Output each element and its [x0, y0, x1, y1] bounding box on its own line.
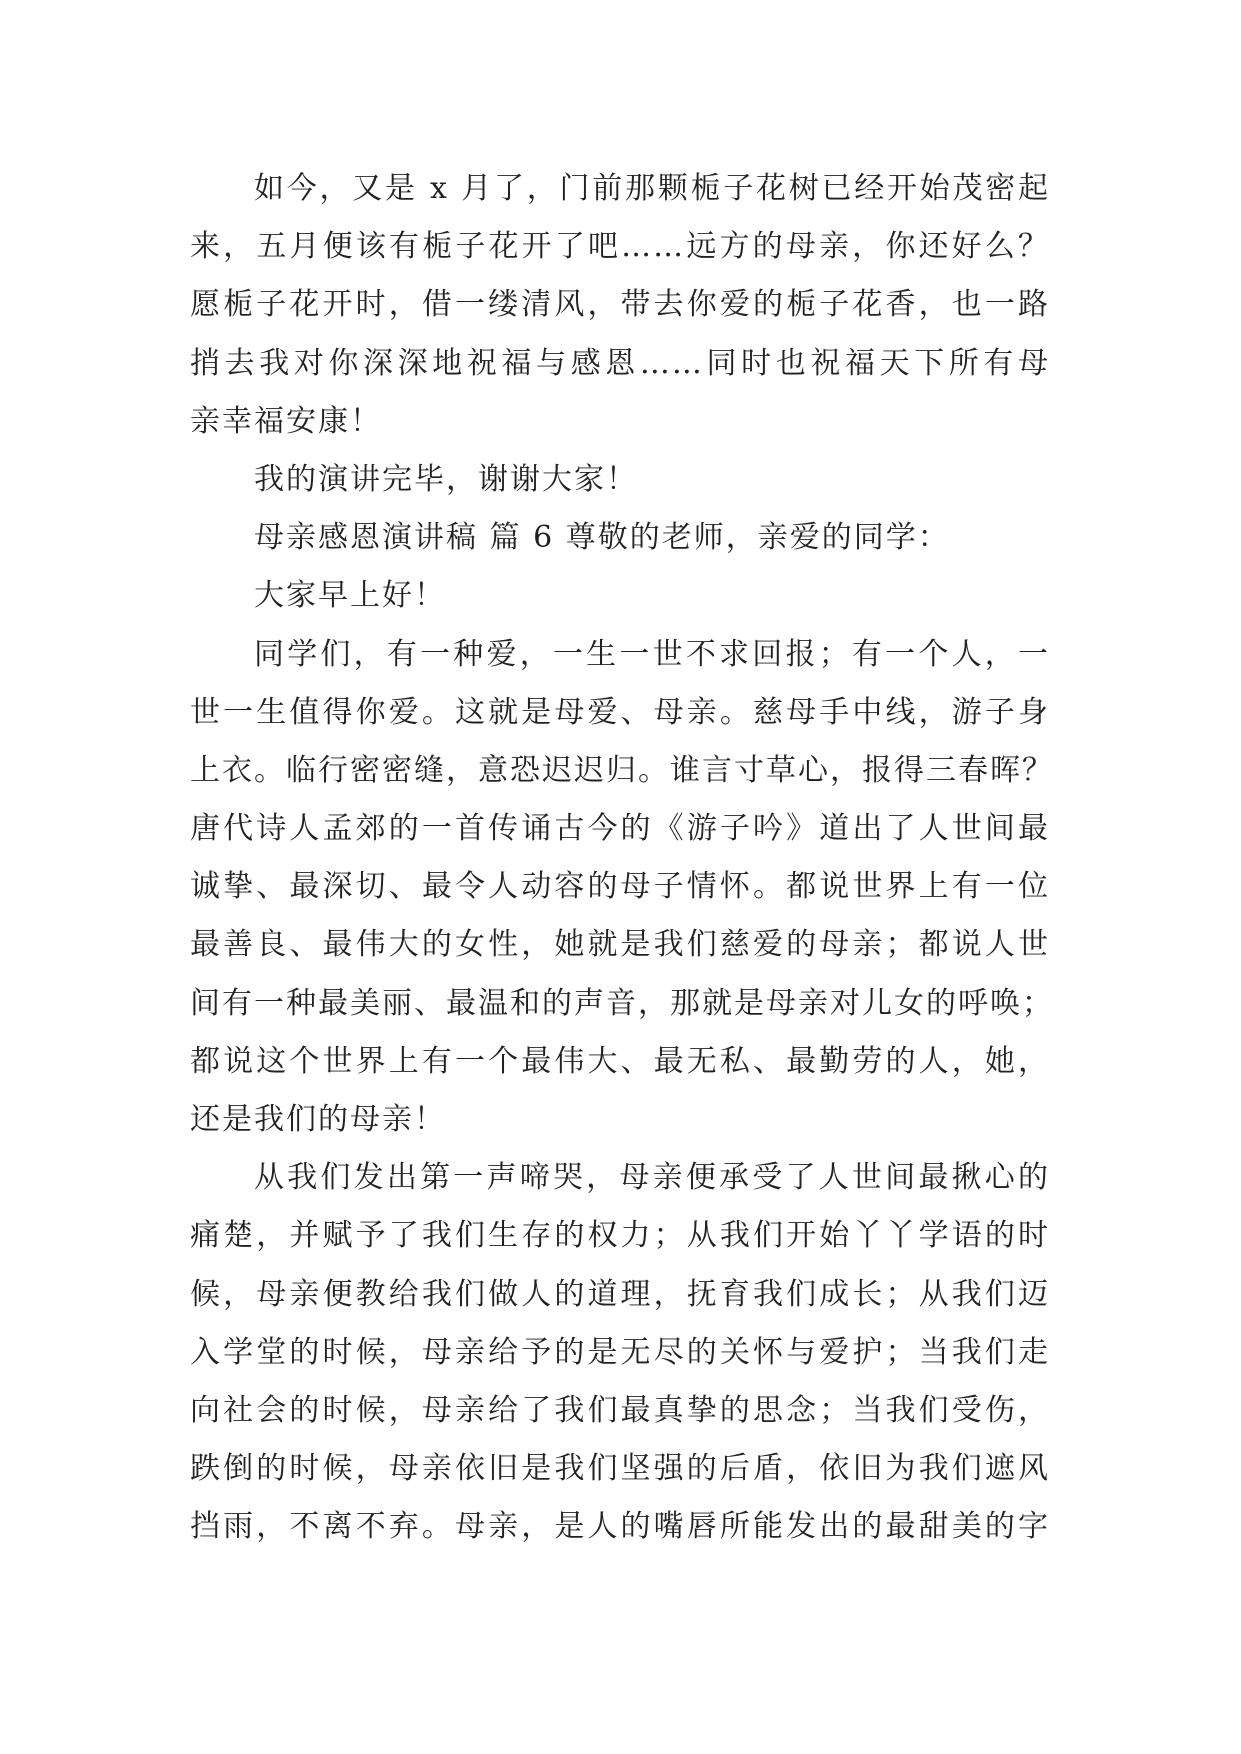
text-line: 挡雨，不离不弃。母亲，是人的嘴唇所能发出的最甜美的字	[190, 1509, 1050, 1545]
text-line: 来，五月便该有栀子花开了吧……远方的母亲，你还好么？	[190, 229, 1050, 265]
text-line: 诚挚、最深切、最令人动容的母子情怀。都说世界上有一位	[190, 869, 1050, 905]
text-line: 都说这个世界上有一个最伟大、最无私、最勤劳的人，她，	[190, 1043, 1050, 1079]
text-line: 世一生值得你爱。这就是母爱、母亲。慈母手中线，游子身	[190, 694, 1050, 730]
text-line: 从我们发出第一声啼哭，母亲便承受了人世间最揪心的	[254, 1160, 1050, 1196]
text-line: 上衣。临行密密缝，意恐迟迟归。谁言寸草心，报得三春晖？	[190, 752, 1054, 788]
text-line: 大家早上好！	[254, 578, 446, 614]
text-line: 痛楚，并赋予了我们生存的权力；从我们开始丫丫学语的时	[190, 1218, 1050, 1254]
text-line: 候，母亲便教给我们做人的道理，抚育我们成长；从我们迈	[190, 1276, 1050, 1312]
text-line: 间有一种最美丽、最温和的声音，那就是母亲对儿女的呼唤；	[190, 985, 1054, 1021]
text-line: 最善良、最伟大的女性，她就是我们慈爱的母亲；都说人世	[190, 927, 1050, 963]
text-line: 还是我们的母亲！	[190, 1102, 446, 1137]
section-heading: 母亲感恩演讲稿 篇 6 尊敬的老师，亲爱的同学：	[254, 520, 950, 556]
text-line: 如今，又是 x 月了，门前那颗栀子花树已经开始茂密起	[254, 171, 1050, 206]
text-line: 捎去我对你深深地祝福与感恩……同时也祝福天下所有母	[190, 345, 1050, 381]
text-line: 愿栀子花开时，借一缕清风，带去你爱的栀子花香，也一路	[190, 287, 1050, 323]
text-line: 我的演讲完毕，谢谢大家！	[254, 461, 638, 497]
text-line: 同学们，有一种爱，一生一世不求回报；有一个人，一	[254, 636, 1050, 672]
text-line: 跌倒的时候，母亲依旧是我们坚强的后盾，依旧为我们遮风	[190, 1451, 1050, 1487]
text-line: 入学堂的时候，母亲给予的是无尽的关怀与爱护；当我们走	[190, 1334, 1050, 1370]
text-line: 唐代诗人孟郊的一首传诵古今的《游子吟》道出了人世间最	[190, 811, 1050, 847]
text-line: 向社会的时候，母亲给了我们最真挚的思念；当我们受伤，	[190, 1392, 1050, 1428]
document-body	[190, 160, 1054, 1557]
text-line: 亲幸福安康！	[190, 403, 382, 439]
